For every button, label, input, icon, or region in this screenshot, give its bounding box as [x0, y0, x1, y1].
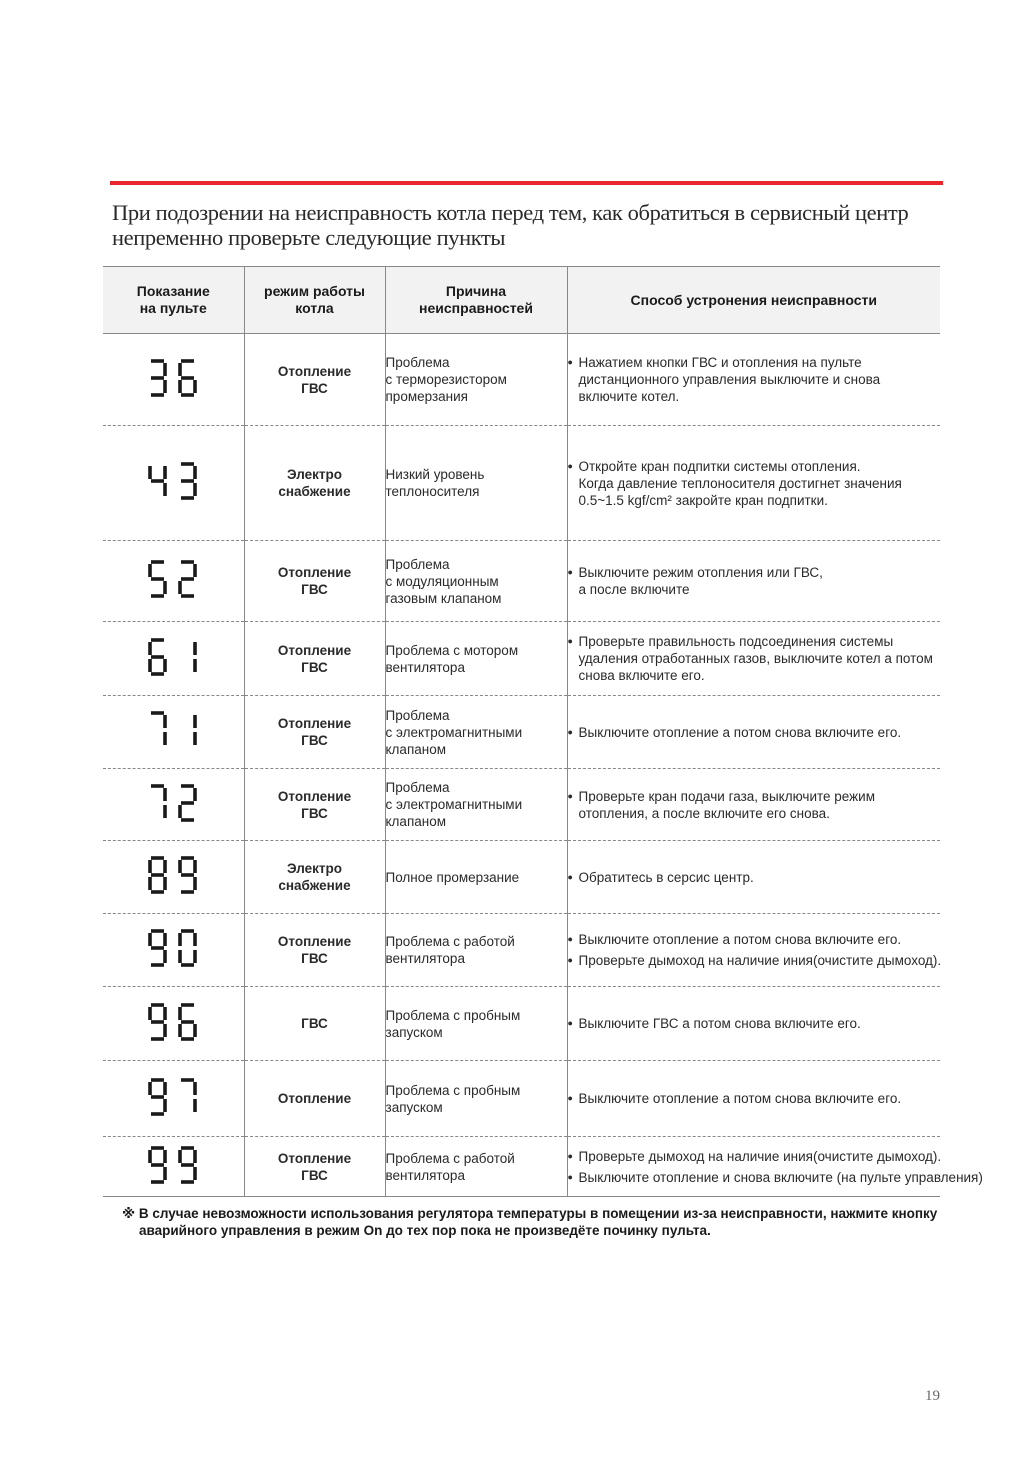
mode-line: Электро — [286, 467, 343, 482]
cause-line: с электромагнитными — [385, 724, 523, 740]
seven-segment-digit — [177, 855, 199, 895]
fault-cause — [385, 987, 567, 1061]
seven-segment-digit — [147, 855, 169, 895]
fault-cause — [385, 914, 567, 987]
seven-segment-digit — [177, 710, 199, 750]
seven-segment-digit — [147, 559, 169, 599]
seven-segment-digit — [147, 461, 169, 501]
fix-line: ● Проверьте кран подачи газа, выключите режим — [578, 788, 875, 804]
cause-line: Проблема — [385, 556, 450, 572]
cause-line: с модуляционным — [385, 573, 499, 589]
cause-line: Низкий уровень — [385, 467, 485, 482]
cause-line: клапаном — [385, 814, 447, 829]
seven-segment-digit — [177, 358, 199, 398]
seven-segment-digit — [177, 1002, 199, 1042]
fix-method — [567, 622, 940, 696]
error-code-digits — [147, 811, 199, 826]
fix-line: ● Обратитесь в серсис центр. — [578, 869, 754, 885]
error-code-display — [103, 1137, 244, 1197]
error-code-digits — [147, 738, 199, 753]
boiler-mode — [244, 1061, 385, 1137]
fix-line: ● Нажатием кнопки ГВС и отопления на пульте — [578, 355, 862, 370]
error-code-display — [103, 841, 244, 914]
seven-segment-digit — [147, 358, 169, 398]
boiler-mode — [244, 914, 385, 987]
cause-line: Проблема с работой — [385, 934, 515, 949]
table-row — [103, 987, 940, 1061]
fix-line: ● Выключите ГВС а потом снова включите его. — [578, 1016, 861, 1031]
cause-line: с терморезистором — [385, 372, 507, 387]
fix-line: ● Проверьте дымоход на наличие иния(очистите дымоход). — [578, 953, 942, 968]
mode-line: Электро — [286, 861, 343, 876]
fix-line: 0.5~1.5 kgf/cm² закройте кран подпитки. — [578, 492, 828, 508]
fix-method — [567, 1137, 983, 1197]
cause-line: запуском — [385, 1024, 443, 1040]
table-row — [103, 696, 940, 769]
page-title — [112, 200, 942, 250]
cause-line: вентилятора — [385, 1167, 465, 1183]
mode-line: ГВС — [301, 1167, 328, 1183]
cause-line: газовым клапаном — [385, 590, 502, 606]
fix-bullet — [568, 869, 941, 886]
table-row — [103, 1137, 940, 1197]
table-row — [103, 769, 940, 841]
table-header-row — [103, 267, 940, 334]
fix-line: ● Выключите режим отопления или ГВС, — [578, 565, 823, 580]
mode-line: Отопление — [277, 788, 352, 804]
fix-bullet — [568, 1148, 941, 1165]
cause-line: Проблема с пробным — [385, 1082, 521, 1098]
fix-line: дистанционного управления выключите и снова — [578, 372, 881, 387]
fix-line: снова включите его. — [578, 668, 705, 683]
error-code-digits — [147, 587, 199, 602]
seven-segment-digit — [177, 783, 199, 823]
fix-method — [567, 696, 940, 769]
cause-line: клапаном — [385, 741, 447, 757]
seven-segment-digit — [147, 928, 169, 968]
title-line-1: При подозрении на неисправность котла перед тем, как обратиться в сервисный центр — [112, 200, 909, 225]
fault-cause — [385, 622, 567, 696]
mode-line: Отопление — [277, 1091, 352, 1106]
cause-line: Проблема с работой — [385, 1150, 515, 1166]
error-code-display — [103, 1061, 244, 1137]
fix-method — [567, 769, 940, 841]
cause-line: с электромагнитными — [385, 797, 523, 812]
fix-bullet — [568, 564, 941, 598]
error-code-display — [103, 914, 244, 987]
error-code-digits — [147, 883, 199, 898]
cause-line: Проблема — [385, 780, 450, 795]
seven-segment-digit — [177, 928, 199, 968]
boiler-mode — [244, 622, 385, 696]
mode-line: ГВС — [301, 659, 328, 675]
mode-line: Отопление — [277, 934, 352, 949]
fix-line: ● Выключите отопление а потом снова включите его. — [578, 1091, 902, 1106]
footnote-line-2: аварийного управления в режим On до тех пор пока не произведёте починку пульта. — [139, 1223, 711, 1238]
fault-cause — [385, 769, 567, 841]
boiler-mode — [244, 541, 385, 622]
fix-line: Когда давление теплоносителя достигнет значения — [578, 475, 902, 491]
troubleshooting-table — [103, 266, 983, 1197]
boiler-mode — [244, 1137, 385, 1197]
table-row — [103, 541, 940, 622]
fault-cause — [385, 1137, 567, 1197]
table-row — [103, 914, 940, 987]
error-code-digits — [147, 1173, 199, 1188]
seven-segment-digit — [177, 559, 199, 599]
mode-line: Отопление — [277, 642, 352, 658]
fix-line: а после включите — [578, 582, 690, 597]
footnote — [122, 1205, 942, 1239]
header-cause: Причина неисправностей — [385, 267, 567, 334]
header-display: Показание на пульте — [103, 267, 244, 334]
fault-cause — [385, 1061, 567, 1137]
boiler-mode — [244, 987, 385, 1061]
mode-line: Отопление — [277, 716, 352, 731]
error-code-display — [103, 541, 244, 622]
mode-line: Отопление — [277, 363, 352, 379]
cause-line: вентилятора — [385, 951, 465, 966]
boiler-mode — [244, 769, 385, 841]
fix-line: ● Проверьте дымоход на наличие иния(очистите дымоход). — [578, 1148, 942, 1164]
cause-line: вентилятора — [385, 659, 465, 675]
error-code-display — [103, 622, 244, 696]
mode-line: ГВС — [301, 951, 328, 966]
fix-method — [567, 541, 940, 622]
error-code-digits — [147, 1030, 199, 1045]
mode-line: ГВС — [301, 380, 328, 396]
cause-line: Полное промерзание — [385, 869, 520, 885]
seven-segment-digit — [177, 637, 199, 677]
fix-line: ● Откройте кран подпитки системы отопления. — [578, 458, 861, 474]
header-rule — [110, 181, 943, 185]
fix-bullet — [568, 724, 941, 741]
header-fix: Способ устронения неисправности — [567, 267, 940, 334]
error-code-display — [103, 769, 244, 841]
seven-segment-digit — [147, 1077, 169, 1117]
cause-line: теплоносителя — [385, 484, 480, 499]
seven-segment-digit — [147, 637, 169, 677]
fix-method — [567, 334, 940, 426]
fix-bullet — [568, 633, 941, 684]
cause-line: запуском — [385, 1099, 443, 1115]
fix-line: отопления, а после включите его снова. — [578, 805, 830, 821]
mode-line: Отопление — [277, 1150, 352, 1166]
header-mode: режим работы котла — [244, 267, 385, 334]
error-code-digits — [147, 665, 199, 680]
fix-method — [567, 987, 940, 1061]
mode-line: ГВС — [301, 733, 328, 748]
error-code-digits — [147, 1105, 199, 1120]
cause-line: Проблема с пробным — [385, 1007, 521, 1023]
table-row — [103, 622, 940, 696]
error-code-display — [103, 987, 244, 1061]
boiler-mode — [244, 426, 385, 541]
fix-method — [567, 1061, 940, 1137]
boiler-mode — [244, 696, 385, 769]
error-code-display — [103, 334, 244, 426]
fix-line: ● Выключите отопление а потом снова включите его. — [578, 724, 902, 740]
fix-line: ● Проверьте правильность подсоединения системы — [578, 634, 894, 649]
mode-line: снабжение — [278, 484, 351, 499]
table-row — [103, 334, 940, 426]
mode-line: ГВС — [301, 805, 328, 821]
fault-cause — [385, 426, 567, 541]
table-row — [103, 841, 940, 914]
seven-segment-digit — [177, 1077, 199, 1117]
cause-line: Проблема с мотором — [385, 642, 519, 658]
error-code-display — [103, 696, 244, 769]
fix-bullet — [568, 458, 941, 509]
fault-cause — [385, 696, 567, 769]
fix-line: удаления отработанных газов, выключите котел а потом — [578, 651, 933, 666]
boiler-mode — [244, 334, 385, 426]
seven-segment-digit — [147, 1145, 169, 1185]
cause-line: Проблема — [385, 355, 450, 370]
seven-segment-digit — [147, 783, 169, 823]
fix-line: ● Выключите отопление а потом снова включите его. — [578, 932, 902, 947]
mode-line: снабжение — [278, 878, 351, 893]
error-code-display — [103, 426, 244, 541]
fix-bullet — [568, 354, 941, 405]
fault-cause — [385, 334, 567, 426]
error-code-digits — [147, 956, 199, 971]
error-code-digits — [147, 386, 199, 401]
fault-cause — [385, 841, 567, 914]
fix-method — [567, 426, 940, 541]
boiler-mode — [244, 841, 385, 914]
fix-line: ● Выключите отопление и снова включите (на пульте управления) — [578, 1169, 983, 1185]
fix-bullet — [568, 1169, 983, 1186]
fix-line: включите котел. — [578, 389, 680, 404]
fix-method — [567, 914, 940, 987]
seven-segment-digit — [147, 1002, 169, 1042]
table-row — [103, 426, 940, 541]
mode-line: ГВС — [301, 1016, 328, 1031]
seven-segment-digit — [147, 710, 169, 750]
fix-bullet — [568, 1090, 941, 1107]
fix-method — [567, 841, 940, 914]
title-line-2: непременно проверьте следующие пункты — [112, 225, 506, 250]
cause-line: Проблема — [385, 707, 450, 723]
mode-line: Отопление — [277, 565, 352, 580]
seven-segment-digit — [177, 1145, 199, 1185]
table-row — [103, 1061, 940, 1137]
fix-bullet — [568, 931, 941, 948]
fault-cause — [385, 541, 567, 622]
fix-bullet — [568, 1015, 941, 1032]
seven-segment-digit — [177, 461, 199, 501]
footnote-line-1: ※ В случае невозможности использования регулятора температуры в помещении из-за неисправности, нажмите кнопку — [122, 1206, 938, 1221]
page-number: 19 — [925, 1388, 940, 1404]
fix-bullet — [568, 788, 941, 822]
mode-line: ГВС — [301, 582, 328, 597]
cause-line: промерзания — [385, 389, 468, 404]
error-code-digits — [147, 489, 199, 504]
fix-bullet — [568, 952, 941, 969]
